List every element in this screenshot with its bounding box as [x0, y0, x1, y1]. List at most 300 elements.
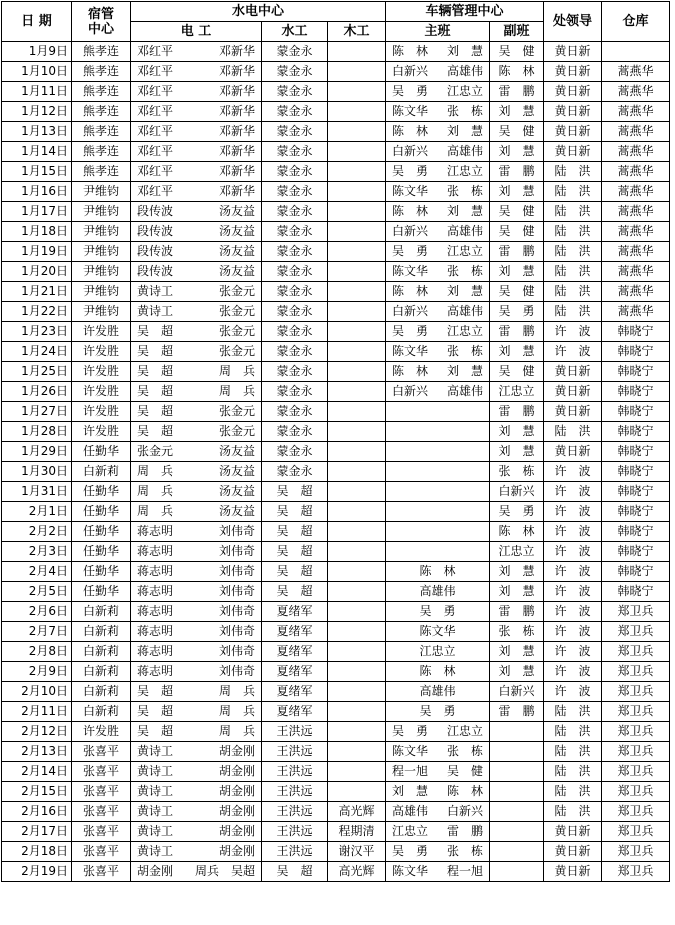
- electrician-name-2: 胡金刚: [218, 824, 255, 838]
- electrician-cell: [131, 342, 262, 362]
- main-shift-name-1: 陈 林: [392, 124, 429, 138]
- header-row-1: [2, 2, 670, 22]
- electrician-name-2: 邓新华: [218, 144, 255, 158]
- electrician-cell: [131, 322, 262, 342]
- table-row: [2, 822, 670, 842]
- main-shift-cell: [386, 42, 490, 62]
- table-row: [2, 842, 670, 862]
- warehouse-cell: 韩晓宁: [602, 542, 670, 562]
- sub-shift-cell: [490, 822, 544, 842]
- date-cell: 1月31日: [2, 482, 72, 502]
- date-cell: 1月23日: [2, 322, 72, 342]
- dorm-cell: 白新莉: [72, 642, 131, 662]
- electrician-cell: [131, 262, 262, 282]
- electrician-cell: [131, 382, 262, 402]
- main-shift-name-1: 陈 林: [392, 364, 429, 378]
- header-dorm: 宿管 中心: [72, 2, 131, 42]
- sub-shift-cell: 江忠立: [490, 382, 544, 402]
- sub-shift-cell: 吴 健: [490, 282, 544, 302]
- date-cell: 2月3日: [2, 542, 72, 562]
- electrician-name-2: 汤友益: [218, 464, 255, 478]
- warehouse-cell: 蒿燕华: [602, 142, 670, 162]
- main-shift-cell: [386, 382, 490, 402]
- leader-cell: 黄日新: [544, 402, 602, 422]
- carpenter-cell: [328, 722, 386, 742]
- sub-shift-cell: 雷 鹏: [490, 602, 544, 622]
- warehouse-cell: 韩晓宁: [602, 442, 670, 462]
- dorm-cell: 尹维钧: [72, 282, 131, 302]
- electrician-cell: [131, 362, 262, 382]
- sub-shift-cell: [490, 742, 544, 762]
- warehouse-cell: 郑卫兵: [602, 682, 670, 702]
- warehouse-cell: 郑卫兵: [602, 662, 670, 682]
- leader-cell: 陆 洪: [544, 162, 602, 182]
- leader-cell: 陆 洪: [544, 222, 602, 242]
- main-shift-cell: [386, 402, 490, 422]
- carpenter-cell: [328, 482, 386, 502]
- electrician-pair: [131, 122, 261, 141]
- electrician-cell: [131, 122, 262, 142]
- carpenter-cell: [328, 222, 386, 242]
- main-shift-name-1: 吴 勇: [392, 164, 429, 178]
- dorm-cell: 尹维钧: [72, 262, 131, 282]
- warehouse-cell: 蒿燕华: [602, 122, 670, 142]
- carpenter-cell: [328, 742, 386, 762]
- carpenter-cell: 程期清: [328, 822, 386, 842]
- plumber-cell: 王洪远: [262, 742, 328, 762]
- warehouse-cell: 郑卫兵: [602, 602, 670, 622]
- main-shift-name-2: 江忠立: [446, 324, 483, 338]
- electrician-pair: [131, 62, 261, 81]
- sub-shift-cell: 刘 慧: [490, 422, 544, 442]
- date-cell: 1月14日: [2, 142, 72, 162]
- electrician-name-2: 汤友益: [218, 264, 255, 278]
- plumber-cell: 蒙金永: [262, 202, 328, 222]
- date-cell: 2月4日: [2, 562, 72, 582]
- electrician-pair: [131, 362, 261, 381]
- plumber-cell: 蒙金永: [262, 162, 328, 182]
- electrician-name-2: 邓新华: [218, 104, 255, 118]
- date-cell: 1月28日: [2, 422, 72, 442]
- sub-shift-cell: 陈 林: [490, 522, 544, 542]
- plumber-cell: 夏绪军: [262, 682, 328, 702]
- main-shift-name-1: 吴 勇: [392, 244, 429, 258]
- electrician-cell: [131, 722, 262, 742]
- main-shift-name-2: 张 栋: [446, 844, 483, 858]
- leader-cell: 黄日新: [544, 842, 602, 862]
- main-shift-pair: [386, 342, 489, 361]
- sub-shift-cell: 张 栋: [490, 462, 544, 482]
- electrician-name-1: 黄诗工: [137, 304, 174, 318]
- electrician-name-1: 邓红平: [137, 44, 174, 58]
- electrician-name-2: 周 兵: [218, 684, 255, 698]
- sub-shift-cell: [490, 782, 544, 802]
- electrician-name-1: 吴 超: [137, 344, 174, 358]
- plumber-cell: 蒙金永: [262, 82, 328, 102]
- electrician-pair: [131, 642, 261, 661]
- plumber-cell: 蒙金永: [262, 102, 328, 122]
- sub-shift-cell: 张 栋: [490, 622, 544, 642]
- table-row: [2, 322, 670, 342]
- warehouse-cell: 郑卫兵: [602, 842, 670, 862]
- plumber-cell: 蒙金永: [262, 222, 328, 242]
- warehouse-cell: 郑卫兵: [602, 802, 670, 822]
- electrician-name-1: 邓红平: [137, 104, 174, 118]
- dorm-cell: 任勤华: [72, 542, 131, 562]
- warehouse-cell: [602, 42, 670, 62]
- main-shift-cell: [386, 562, 490, 582]
- main-shift-name-1: 陈文华: [392, 744, 429, 758]
- main-shift-name-1: 高雄伟: [419, 684, 456, 698]
- electrician-name-1: 吴 超: [137, 684, 174, 698]
- date-cell: 2月11日: [2, 702, 72, 722]
- electrician-cell: [131, 62, 262, 82]
- main-shift-name-2: 刘 慧: [446, 364, 483, 378]
- main-shift-cell: [386, 162, 490, 182]
- electrician-name-2: 汤友益: [218, 444, 255, 458]
- dorm-cell: 许发胜: [72, 362, 131, 382]
- dorm-cell: 熊孝连: [72, 122, 131, 142]
- warehouse-cell: 韩晓宁: [602, 422, 670, 442]
- main-shift-pair: [386, 282, 489, 301]
- table-row: [2, 542, 670, 562]
- electrician-pair: [131, 862, 261, 881]
- main-shift-cell: [386, 422, 490, 442]
- dorm-cell: 许发胜: [72, 402, 131, 422]
- main-shift-pair: [386, 102, 489, 121]
- dorm-cell: 任勤华: [72, 482, 131, 502]
- table-row: [2, 282, 670, 302]
- main-shift-name-2: 张 栋: [446, 264, 483, 278]
- electrician-cell: [131, 142, 262, 162]
- table-row: [2, 62, 670, 82]
- dorm-cell: 尹维钧: [72, 242, 131, 262]
- plumber-cell: 蒙金永: [262, 142, 328, 162]
- leader-cell: 黄日新: [544, 382, 602, 402]
- electrician-name-2: 邓新华: [218, 184, 255, 198]
- electrician-pair: [131, 742, 261, 761]
- date-cell: 1月16日: [2, 182, 72, 202]
- electrician-cell: [131, 742, 262, 762]
- main-shift-name-2: 白新兴: [446, 804, 483, 818]
- electrician-name-2: 周 兵: [218, 724, 255, 738]
- electrician-cell: [131, 162, 262, 182]
- electrician-pair: [131, 202, 261, 221]
- electrician-cell: [131, 842, 262, 862]
- warehouse-cell: 韩晓宁: [602, 482, 670, 502]
- electrician-cell: [131, 202, 262, 222]
- main-shift-name-1: 刘 慧: [392, 784, 429, 798]
- sub-shift-cell: 刘 慧: [490, 102, 544, 122]
- date-cell: 2月7日: [2, 622, 72, 642]
- warehouse-cell: 蒿燕华: [602, 162, 670, 182]
- plumber-cell: 蒙金永: [262, 382, 328, 402]
- electrician-cell: [131, 462, 262, 482]
- dorm-cell: 熊孝连: [72, 162, 131, 182]
- leader-cell: 黄日新: [544, 102, 602, 122]
- electrician-name-2: 刘伟奇: [218, 644, 255, 658]
- dorm-cell: 尹维钧: [72, 222, 131, 242]
- electrician-cell: [131, 762, 262, 782]
- plumber-cell: 蒙金永: [262, 422, 328, 442]
- plumber-cell: 吴 超: [262, 502, 328, 522]
- main-shift-cell: [386, 682, 490, 702]
- leader-cell: 许 波: [544, 682, 602, 702]
- plumber-cell: 夏绪军: [262, 602, 328, 622]
- electrician-name-1: 周 兵: [137, 464, 174, 478]
- electrician-name-1: 黄诗工: [137, 804, 174, 818]
- date-cell: 1月18日: [2, 222, 72, 242]
- dorm-cell: 白新莉: [72, 462, 131, 482]
- date-cell: 1月24日: [2, 342, 72, 362]
- plumber-cell: 夏绪军: [262, 662, 328, 682]
- electrician-name-2: 汤友益: [218, 204, 255, 218]
- electrician-name-2: 邓新华: [218, 44, 255, 58]
- header-plumber: 水工: [262, 22, 328, 42]
- carpenter-cell: [328, 82, 386, 102]
- main-shift-pair: [386, 142, 489, 161]
- main-shift-name-2: 江忠立: [446, 244, 483, 258]
- header-sub-shift: 副班: [490, 22, 544, 42]
- table-row: [2, 102, 670, 122]
- electrician-name-1: 黄诗工: [137, 844, 174, 858]
- table-row: [2, 622, 670, 642]
- header-vehicle: 车辆管理中心: [386, 2, 544, 22]
- main-shift-pair: [386, 842, 489, 861]
- sub-shift-cell: [490, 842, 544, 862]
- electrician-name-2: 邓新华: [218, 64, 255, 78]
- electrician-pair: [131, 262, 261, 281]
- date-cell: 1月9日: [2, 42, 72, 62]
- electrician-name-1: 段传波: [137, 224, 174, 238]
- carpenter-cell: [328, 182, 386, 202]
- main-shift-cell: [386, 762, 490, 782]
- main-shift-pair: [386, 162, 489, 181]
- sub-shift-cell: [490, 862, 544, 882]
- leader-cell: 许 波: [544, 662, 602, 682]
- main-shift-name-2: 高雄伟: [446, 64, 483, 78]
- electrician-pair: [131, 582, 261, 601]
- main-shift-pair: [386, 242, 489, 261]
- electrician-name-1: 吴 超: [137, 364, 174, 378]
- date-cell: 1月17日: [2, 202, 72, 222]
- main-shift-name-1: 吴 勇: [392, 724, 429, 738]
- dorm-cell: 熊孝连: [72, 82, 131, 102]
- main-shift-name-1: 吴 勇: [392, 84, 429, 98]
- date-cell: 1月10日: [2, 62, 72, 82]
- warehouse-cell: 韩晓宁: [602, 522, 670, 542]
- leader-cell: 陆 洪: [544, 722, 602, 742]
- electrician-name-2: 邓新华: [218, 124, 255, 138]
- table-row: [2, 422, 670, 442]
- plumber-cell: 蒙金永: [262, 62, 328, 82]
- table-row: [2, 222, 670, 242]
- date-cell: 2月13日: [2, 742, 72, 762]
- plumber-cell: 蒙金永: [262, 242, 328, 262]
- main-shift-name-1: 陈文华: [392, 344, 429, 358]
- main-shift-name-2: 刘 慧: [446, 204, 483, 218]
- leader-cell: 黄日新: [544, 82, 602, 102]
- electrician-pair: [131, 102, 261, 121]
- electrician-pair: [131, 562, 261, 581]
- carpenter-cell: [328, 282, 386, 302]
- electrician-name-2: 刘伟奇: [218, 624, 255, 638]
- date-cell: 1月11日: [2, 82, 72, 102]
- main-shift-name-2: 张 栋: [446, 184, 483, 198]
- dorm-cell: 任勤华: [72, 582, 131, 602]
- table-row: [2, 762, 670, 782]
- warehouse-cell: 郑卫兵: [602, 642, 670, 662]
- main-shift-name-2: 张 栋: [446, 104, 483, 118]
- sub-shift-cell: 雷 鹏: [490, 242, 544, 262]
- plumber-cell: 夏绪军: [262, 622, 328, 642]
- electrician-name-2: 刘伟奇: [218, 544, 255, 558]
- main-shift-name-1: 程一旭: [392, 764, 429, 778]
- header-main-shift: 主班: [386, 22, 490, 42]
- electrician-name-1: 吴 超: [137, 384, 174, 398]
- main-shift-cell: [386, 262, 490, 282]
- electrician-name-1: 蒋志明: [137, 664, 174, 678]
- carpenter-cell: [328, 242, 386, 262]
- electrician-name-2: 张金元: [218, 404, 255, 418]
- carpenter-cell: [328, 122, 386, 142]
- carpenter-cell: [328, 422, 386, 442]
- leader-cell: 陆 洪: [544, 262, 602, 282]
- table-row: [2, 402, 670, 422]
- sub-shift-cell: 白新兴: [490, 682, 544, 702]
- carpenter-cell: [328, 542, 386, 562]
- table-row: [2, 502, 670, 522]
- plumber-cell: 王洪远: [262, 782, 328, 802]
- warehouse-cell: 蒿燕华: [602, 302, 670, 322]
- plumber-cell: 蒙金永: [262, 302, 328, 322]
- electrician-cell: [131, 522, 262, 542]
- electrician-pair: [131, 602, 261, 621]
- electrician-name-1: 邓红平: [137, 184, 174, 198]
- date-cell: 2月19日: [2, 862, 72, 882]
- leader-cell: 黄日新: [544, 122, 602, 142]
- roster-table: [1, 1, 670, 882]
- header-leader: 处领导: [544, 2, 602, 42]
- electrician-name-1: 黄诗工: [137, 764, 174, 778]
- main-shift-pair: [386, 322, 489, 341]
- sub-shift-cell: 雷 鹏: [490, 402, 544, 422]
- main-shift-name-1: 白新兴: [392, 384, 429, 398]
- electrician-pair: [131, 42, 261, 61]
- main-shift-cell: [386, 662, 490, 682]
- electrician-cell: [131, 582, 262, 602]
- dorm-cell: 张喜平: [72, 842, 131, 862]
- main-shift-pair: [386, 802, 489, 821]
- sub-shift-cell: 刘 慧: [490, 582, 544, 602]
- carpenter-cell: [328, 582, 386, 602]
- electrician-name-2: 张金元: [218, 324, 255, 338]
- plumber-cell: 吴 超: [262, 522, 328, 542]
- sub-shift-cell: 吴 健: [490, 122, 544, 142]
- electrician-name-1: 胡金刚: [137, 864, 174, 878]
- warehouse-cell: 郑卫兵: [602, 862, 670, 882]
- sub-shift-cell: 刘 慧: [490, 182, 544, 202]
- sub-shift-cell: 吴 健: [490, 222, 544, 242]
- electrician-name-1: 吴 超: [137, 424, 174, 438]
- duty-roster: [1, 1, 670, 882]
- sub-shift-cell: 刘 慧: [490, 662, 544, 682]
- sub-shift-cell: 雷 鹏: [490, 322, 544, 342]
- electrician-name-2: 汤友益: [218, 244, 255, 258]
- dorm-cell: 白新莉: [72, 602, 131, 622]
- dorm-cell: 熊孝连: [72, 142, 131, 162]
- plumber-cell: 王洪远: [262, 802, 328, 822]
- electrician-pair: [131, 522, 261, 541]
- electrician-pair: [131, 842, 261, 861]
- date-cell: 1月25日: [2, 362, 72, 382]
- electrician-cell: [131, 782, 262, 802]
- main-shift-name-1: 陈 林: [419, 664, 456, 678]
- leader-cell: 许 波: [544, 542, 602, 562]
- dorm-cell: 白新莉: [72, 622, 131, 642]
- electrician-cell: [131, 282, 262, 302]
- table-row: [2, 582, 670, 602]
- electrician-cell: [131, 602, 262, 622]
- sub-shift-cell: 白新兴: [490, 482, 544, 502]
- dorm-cell: 张喜平: [72, 762, 131, 782]
- main-shift-cell: [386, 442, 490, 462]
- electrician-cell: [131, 482, 262, 502]
- table-row: [2, 662, 670, 682]
- sub-shift-cell: 吴 勇: [490, 302, 544, 322]
- electrician-pair: [131, 762, 261, 781]
- sub-shift-cell: 刘 慧: [490, 642, 544, 662]
- leader-cell: 陆 洪: [544, 202, 602, 222]
- dorm-cell: 任勤华: [72, 442, 131, 462]
- main-shift-pair: [386, 62, 489, 81]
- electrician-name-1: 蒋志明: [137, 644, 174, 658]
- date-cell: 1月26日: [2, 382, 72, 402]
- warehouse-cell: 蒿燕华: [602, 82, 670, 102]
- main-shift-pair: [386, 762, 489, 781]
- table-row: [2, 362, 670, 382]
- dorm-cell: 熊孝连: [72, 42, 131, 62]
- electrician-name-1: 吴 超: [137, 704, 174, 718]
- main-shift-name-2: 高雄伟: [446, 224, 483, 238]
- carpenter-cell: [328, 462, 386, 482]
- main-shift-cell: [386, 322, 490, 342]
- carpenter-cell: [328, 642, 386, 662]
- warehouse-cell: 郑卫兵: [602, 762, 670, 782]
- header-warehouse: 仓库: [602, 2, 670, 42]
- date-cell: 1月15日: [2, 162, 72, 182]
- leader-cell: 黄日新: [544, 62, 602, 82]
- table-row: [2, 242, 670, 262]
- electrician-pair: [131, 822, 261, 841]
- main-shift-cell: [386, 82, 490, 102]
- electrician-name-2: 刘伟奇: [218, 564, 255, 578]
- electrician-pair: [131, 702, 261, 721]
- electrician-name-1: 蒋志明: [137, 604, 174, 618]
- electrician-pair: [131, 382, 261, 401]
- plumber-cell: 蒙金永: [262, 462, 328, 482]
- carpenter-cell: [328, 302, 386, 322]
- electrician-pair: [131, 722, 261, 741]
- sub-shift-cell: 刘 慧: [490, 442, 544, 462]
- main-shift-cell: [386, 182, 490, 202]
- table-row: [2, 42, 670, 62]
- main-shift-pair: [386, 382, 489, 401]
- sub-shift-cell: 陈 林: [490, 62, 544, 82]
- main-shift-name-1: 高雄伟: [392, 804, 429, 818]
- electrician-pair: [131, 182, 261, 201]
- electrician-cell: [131, 422, 262, 442]
